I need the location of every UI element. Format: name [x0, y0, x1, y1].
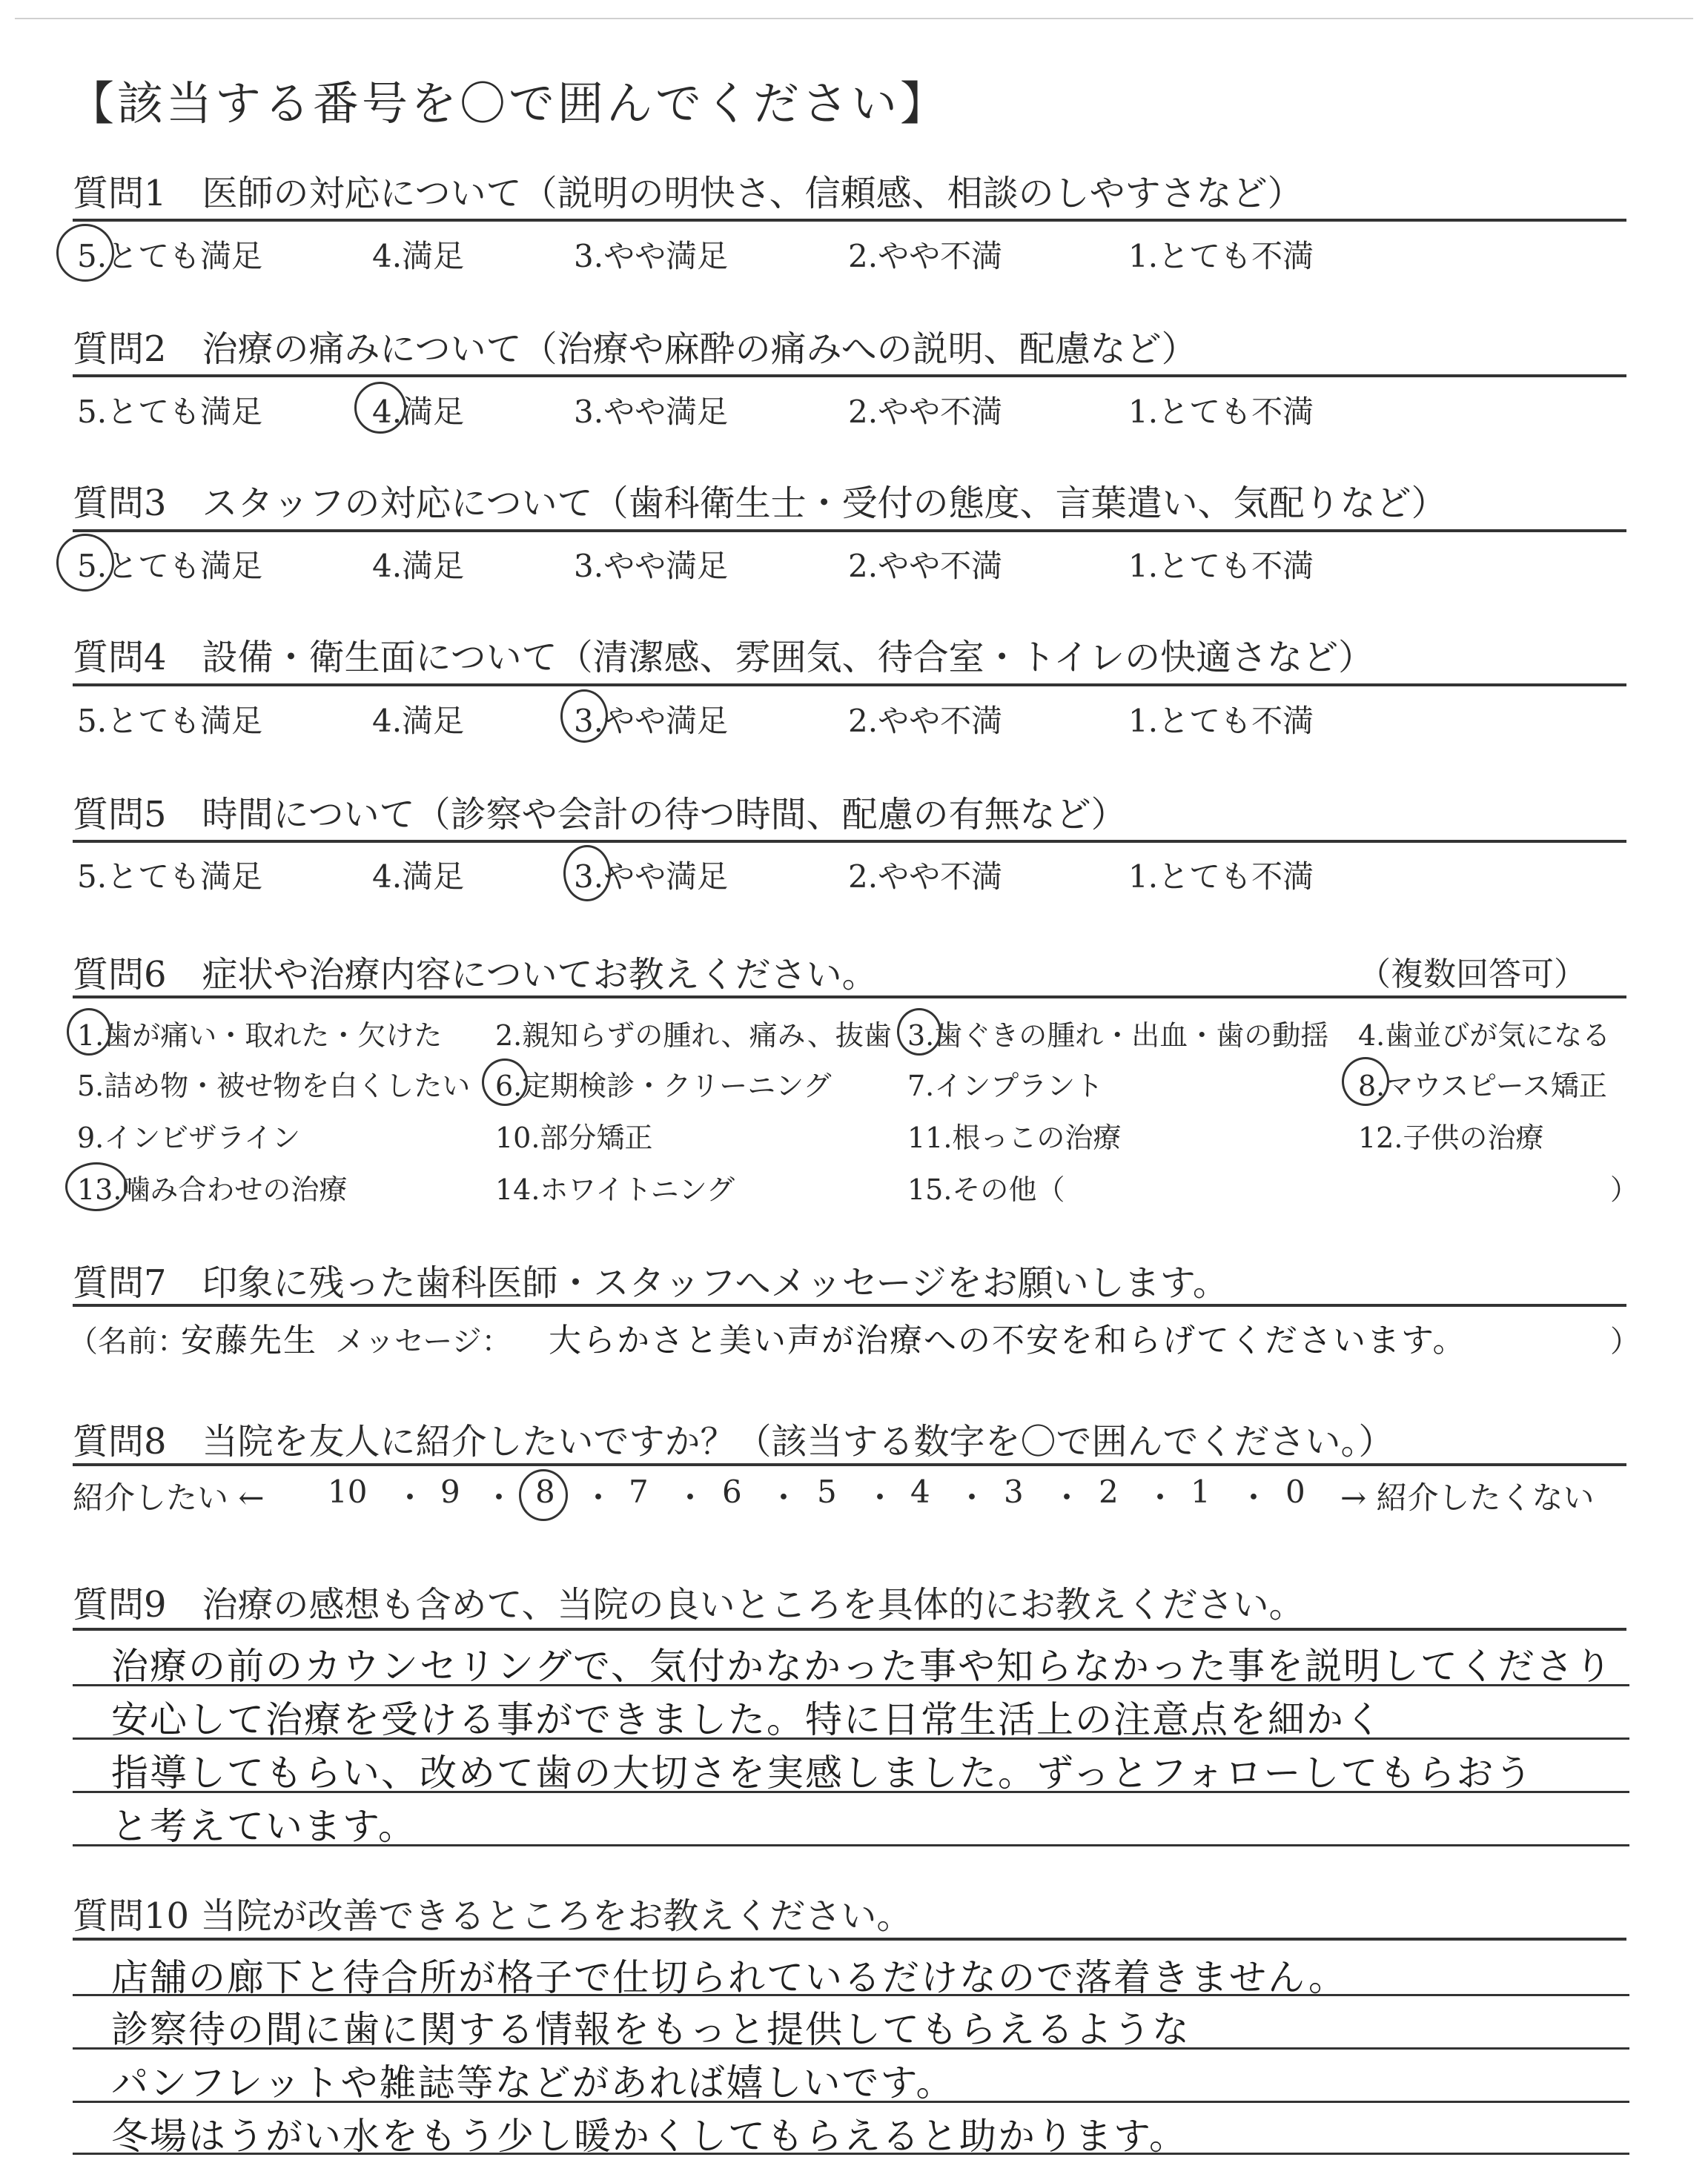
q8-value-7[interactable]: 7 [629, 1474, 649, 1510]
q6-selection-circle-6 [482, 1059, 528, 1106]
q8-dot: ・ [583, 1480, 615, 1516]
q6-option-8[interactable]: 8.マウスピース矯正 [1358, 1070, 1607, 1102]
q3-option-1[interactable]: 1.とても不満 [1128, 548, 1314, 584]
q8-value-1[interactable]: 1 [1191, 1474, 1211, 1510]
q6-selection-circle-13 [65, 1162, 128, 1211]
q8-dot: ・ [1051, 1480, 1083, 1516]
q6-option-14[interactable]: 14.ホワイトニング [495, 1173, 735, 1206]
q1-option-4[interactable]: 4.満足 [372, 238, 465, 274]
q1-option-2[interactable]: 2.やや不満 [848, 238, 1003, 274]
q5-option-2[interactable]: 2.やや不満 [848, 858, 1003, 895]
q10-ruled-line [73, 2153, 1629, 2155]
q1-option-5[interactable]: 5.とても満足 [77, 238, 263, 274]
q9-ruled-line [73, 1791, 1629, 1793]
question-6-rule [73, 995, 1626, 998]
q4-option-1[interactable]: 1.とても不満 [1128, 703, 1314, 739]
q7-message-label: メッセージ： [335, 1325, 512, 1359]
question-6-title: 質問6 症状や治療内容についてお教えください。 [73, 954, 878, 995]
q6-option-15[interactable]: 15.その他（ [907, 1173, 1065, 1206]
q9-ruled-line [73, 1737, 1629, 1740]
q5-selection-circle [563, 845, 611, 901]
q10-ruled-line [73, 2101, 1629, 2103]
q6-selection-circle-3 [897, 1008, 941, 1056]
q1-option-1[interactable]: 1.とても不満 [1128, 238, 1314, 274]
q8-value-6[interactable]: 6 [722, 1474, 742, 1510]
q5-option-1[interactable]: 1.とても不満 [1128, 858, 1314, 895]
q5-option-3[interactable]: 3.やや満足 [574, 858, 729, 895]
q9-answer-line-4: と考えています。 [111, 1805, 417, 1848]
question-9-rule [73, 1628, 1626, 1631]
q6-option-11[interactable]: 11.根っこの治療 [907, 1122, 1122, 1154]
q10-ruled-line [73, 2047, 1629, 2050]
q3-selection-circle [56, 534, 114, 592]
question-3-rule [73, 529, 1626, 532]
q3-option-4[interactable]: 4.満足 [372, 548, 465, 584]
q2-option-4[interactable]: 4.満足 [372, 394, 465, 430]
q6-option-2[interactable]: 2.親知らずの腫れ、痛み、抜歯 [495, 1019, 892, 1052]
question-1-rule [73, 219, 1626, 222]
q9-answer-line-2: 安心して治療を受ける事ができました。特に日常生活上の注意点を細かく [111, 1698, 1383, 1741]
q8-value-5[interactable]: 5 [817, 1474, 837, 1510]
q8-value-3[interactable]: 3 [1004, 1474, 1024, 1510]
q6-option-9[interactable]: 9.インビザライン [77, 1122, 301, 1154]
q8-value-4[interactable]: 4 [910, 1474, 930, 1510]
q10-ruled-line [73, 1994, 1629, 1996]
q4-option-3[interactable]: 3.やや満足 [574, 703, 729, 739]
q3-option-2[interactable]: 2.やや不満 [848, 548, 1003, 584]
q10-answer-line-1: 店舗の廊下と待合所が格子で仕切られているだけなので落着きません。 [111, 1956, 1347, 1999]
q6-option-13[interactable]: 13.噛み合わせの治療 [77, 1173, 348, 1206]
question-4-rule [73, 683, 1626, 686]
q8-dot: ・ [394, 1480, 426, 1516]
q2-option-5[interactable]: 5.とても満足 [77, 394, 263, 430]
question-2-rule [73, 374, 1626, 377]
q8-dot: ・ [864, 1480, 896, 1516]
q6-option-3[interactable]: 3.歯ぐきの腫れ・出血・歯の動揺 [907, 1019, 1329, 1052]
q4-selection-circle [560, 689, 608, 743]
q3-option-5[interactable]: 5.とても満足 [77, 548, 263, 584]
q8-dot: ・ [768, 1480, 800, 1516]
q8-dot: ・ [483, 1480, 515, 1516]
q6-option-6[interactable]: 6.定期検診・クリーニング [495, 1070, 832, 1102]
q2-option-1[interactable]: 1.とても不満 [1128, 394, 1314, 430]
q1-option-3[interactable]: 3.やや満足 [574, 238, 729, 274]
page-title: 【該当する番号を〇で囲んでください】 [68, 76, 950, 130]
q4-option-4[interactable]: 4.満足 [372, 703, 465, 739]
q6-option-15-close: ） [1610, 1173, 1639, 1206]
q7-name-label: （名前： [68, 1325, 187, 1359]
q4-option-5[interactable]: 5.とても満足 [77, 703, 263, 739]
q9-answer-line-1: 治療の前のカウンセリングで、気付かなかった事や知らなかった事を説明してくださり [111, 1645, 1613, 1688]
question-3-title: 質問3 スタッフの対応について（歯科衛生士・受付の態度、言葉遣い、気配りなど） [73, 483, 1447, 524]
q6-selection-circle-8 [1342, 1057, 1389, 1106]
question-8-rule [73, 1463, 1626, 1466]
q9-answer-line-3: 指導してもらい、改めて歯の大切さを実感しました。ずっとフォローしてもらおう [111, 1752, 1534, 1795]
q4-option-2[interactable]: 2.やや不満 [848, 703, 1003, 739]
q8-dot: ・ [1238, 1480, 1270, 1516]
q10-answer-line-2: 診察待の間に歯に関する情報をもっと提供してもらえるような [111, 2008, 1191, 2051]
q8-dot: ・ [675, 1480, 706, 1516]
q8-value-0[interactable]: 0 [1285, 1474, 1305, 1510]
q8-dot: ・ [956, 1480, 988, 1516]
question-4-title: 質問4 設備・衛生面について（清潔感、雰囲気、待合室・トイレの快適さなど） [73, 637, 1374, 678]
top-border [15, 18, 1693, 19]
q3-option-3[interactable]: 3.やや満足 [574, 548, 729, 584]
q7-message-value[interactable]: 大らかさと美い声が治療への不安を和らげてくださいます。 [549, 1322, 1467, 1359]
q1-selection-circle [56, 224, 114, 282]
q8-value-9[interactable]: 9 [440, 1474, 460, 1510]
q7-close-paren: ） [1610, 1325, 1640, 1359]
question-8-title: 質問8 当院を友人に紹介したいですか？（該当する数字を〇で囲んでください。） [73, 1421, 1394, 1462]
question-7-rule [73, 1304, 1626, 1307]
q6-option-1[interactable]: 1.歯が痛い・取れた・欠けた [77, 1019, 443, 1052]
q6-option-12[interactable]: 12.子供の治療 [1358, 1122, 1544, 1154]
q7-name-value[interactable]: 安藤先生 [181, 1322, 317, 1359]
q2-option-3[interactable]: 3.やや満足 [574, 394, 729, 430]
q6-option-7[interactable]: 7.インプラント [907, 1070, 1104, 1102]
q6-selection-circle-1 [67, 1008, 111, 1056]
q8-dot: ・ [1145, 1480, 1176, 1516]
question-9-title: 質問9 治療の感想も含めて、当院の良いところを具体的にお教えください。 [73, 1584, 1305, 1626]
q10-answer-line-4: 冬場はうがい水をもう少し暖かくしてもらえると助かります。 [111, 2115, 1188, 2158]
q2-selection-circle [354, 382, 406, 434]
q8-value-2[interactable]: 2 [1099, 1474, 1119, 1510]
question-2-title: 質問2 治療の痛みについて（治療や麻酔の痛みへの説明、配慮など） [73, 328, 1197, 370]
q8-value-8[interactable]: 8 [535, 1474, 555, 1510]
q6-option-4[interactable]: 4.歯並びが気になる [1358, 1019, 1611, 1052]
q9-ruled-line [73, 1684, 1629, 1686]
question-5-rule [73, 840, 1626, 843]
q8-right-label: → 紹介したくない [1340, 1480, 1595, 1516]
q5-option-5[interactable]: 5.とても満足 [77, 858, 263, 895]
question-7-title: 質問7 印象に残った歯科医師・スタッフへメッセージをお願いします。 [73, 1262, 1228, 1304]
question-5-title: 質問5 時間について（診察や会計の待つ時間、配慮の有無など） [73, 794, 1127, 835]
q8-left-label: 紹介したい ← [73, 1480, 265, 1516]
question-10-title: 質問10 当院が改善できるところをお教えください。 [73, 1895, 913, 1937]
q8-selection-circle [519, 1469, 568, 1521]
q9-ruled-line [73, 1844, 1629, 1846]
question-10-rule [73, 1938, 1626, 1941]
q2-option-2[interactable]: 2.やや不満 [848, 394, 1003, 430]
q10-answer-line-3: パンフレットや雑誌等などがあれば嬉しいです。 [111, 2061, 955, 2104]
q6-multiple-note: （複数回答可） [1358, 955, 1586, 993]
q6-option-10[interactable]: 10.部分矯正 [495, 1122, 653, 1154]
question-1-title: 質問1 医師の対応について（説明の明快さ、信頼感、相談のしやすさなど） [73, 173, 1303, 214]
q5-option-4[interactable]: 4.満足 [372, 858, 465, 895]
q6-option-5[interactable]: 5.詰め物・被せ物を白くしたい [77, 1070, 471, 1102]
q8-value-10[interactable]: 10 [328, 1474, 368, 1510]
